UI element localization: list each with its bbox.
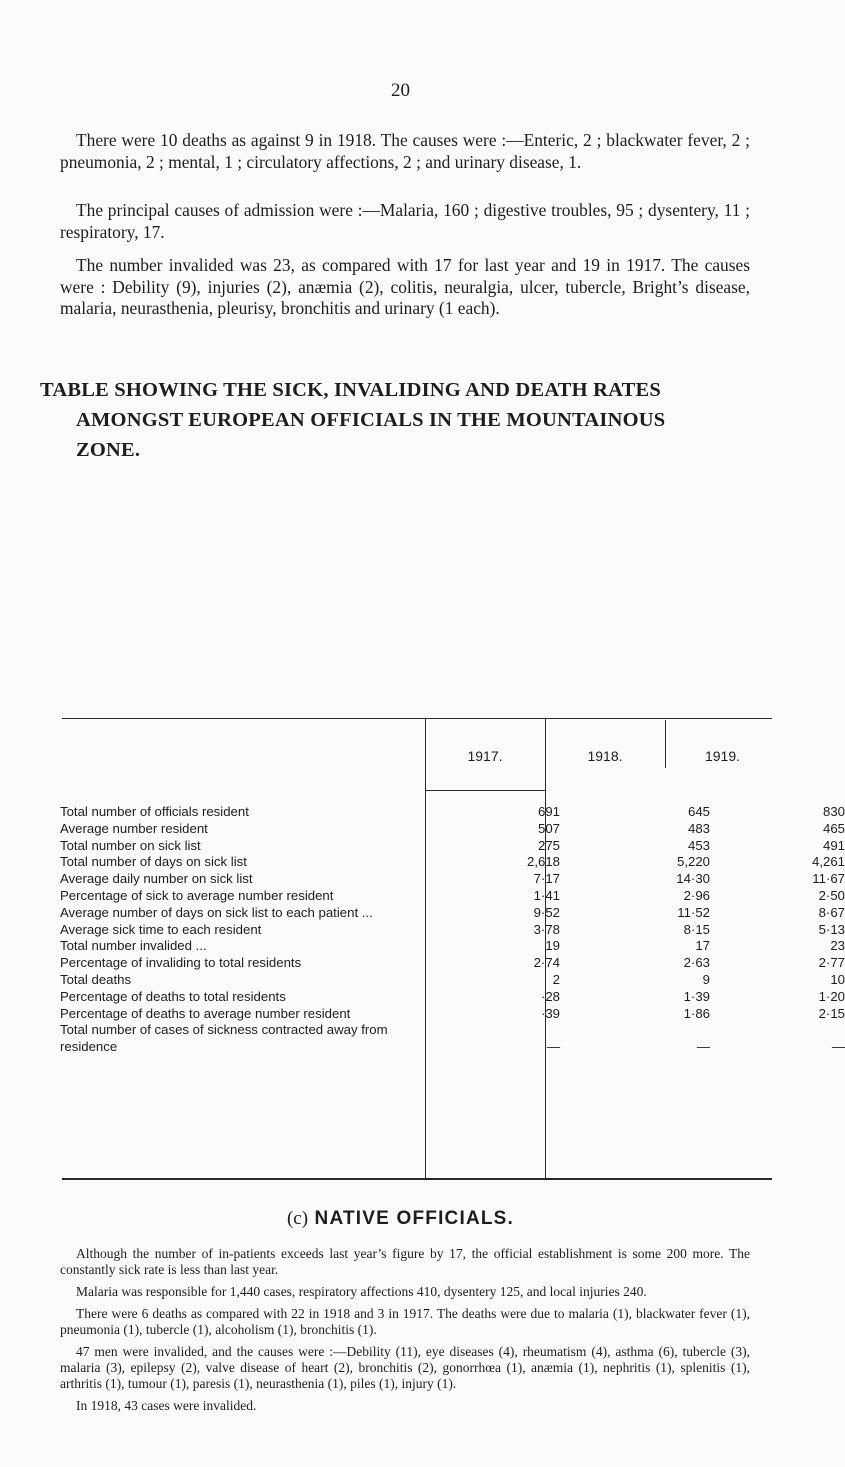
section-marker: (c) [286,1208,309,1229]
column-header-1917: 1917. [467,748,503,764]
row-label [60,821,490,836]
cell-1918: 5,220 [676,854,710,870]
row-label-text: Average daily number on sick list [60,871,257,886]
cell-1918: 11·52 [677,904,710,920]
table-row [60,837,845,855]
cell-1917: 19 [545,938,560,954]
row-label-text: Total number of officials resident [60,804,253,819]
row-label [60,804,490,819]
cell-1918: — [696,1039,710,1055]
table-row [60,888,845,905]
row-label [60,938,490,953]
section-heading [0,1208,801,1230]
row-label-text: Percentage of sick to average number resident [60,888,337,903]
cell-1919: 465 [822,820,845,836]
cell-1918: 8·15 [683,921,710,937]
row-label [60,905,490,920]
cell-1917: 1·41 [533,888,560,903]
paragraph-1918-invalided: In 1918, 43 cases were invalided. [76,1398,257,1413]
cell-1919: 23 [830,938,845,954]
cell-1918: 14·30 [676,871,710,887]
table-row [60,921,845,939]
row-label-text: Average sick time to each resident [60,922,265,937]
paragraph-in-patients: Although the number of in-patients exceeds last year’s figure by 17, the official establishment is some 200 more. The constantly sick rate is less than last year. [60,1246,750,1277]
row-label-text: Average number resident [60,821,212,836]
table-title-line-3: ZONE. [76,439,141,461]
table-row [60,988,845,1006]
paragraph-invalided: The number invalided was 23, as compared with 17 for last year and 19 in 1917. The causes were : Debility (9), injuries (2), anæmia (2), colitis, neuralgia, ulcer, tubercle, Bright’s disease, malaria, neurasthenia, pleurisy, bronchitis and urinary (1 each). [60,255,750,318]
row-label-text: Percentage of invaliding to total residents [60,955,305,970]
table-row [60,820,845,838]
cell-1919: 2·77 [818,955,845,971]
cell-1918: 2·63 [683,955,710,971]
table-row [60,972,845,989]
row-label-text: Percentage of deaths to average number resident [60,1006,354,1021]
cell-1918: 2·96 [683,888,710,903]
cell-1918: 1·86 [683,1005,710,1021]
cell-1919: 4,261 [811,854,845,870]
table-top-rule [62,718,772,719]
table-title-line-1: TABLE SHOWING THE SICK, INVALIDING AND DEATH RATES [40,379,661,401]
table-row [60,871,845,888]
paragraph-native-invalided: 47 men were invalided, and the causes were :—Debility (11), eye diseases (4), rheumatism (4), asthma (6), tubercle (3), malaria (3), epilepsy (2), valve disease of heart (2), bronchitis (2), gonorrhœa (1), anæmia (1), nephritis (1), splenitis (1), arthritis (1), tumour (1), paresis (1), neurasthenia (1), piles (1), injury (1). [60,1344,750,1391]
section-heading-text: NATIVE OFFICIALS. [314,1208,515,1229]
paragraph-deaths: There were 10 deaths as against 9 in 1918. The causes were :—Enteric, 2 ; blackwater fever, 2 ; pneumonia, 2 ; mental, 1 ; circulatory affections, 2 ; and urinary disease, 1. [60,130,750,172]
cell-1917: ·28 [540,988,560,1004]
cell-1917: ·39 [540,1005,560,1021]
row-label-text: Total number on sick list [60,838,205,853]
cell-1918: 453 [687,837,710,853]
table-row [60,955,845,972]
table-row [60,938,845,955]
page-number: 20 [391,80,410,101]
paragraph-admission-causes: The principal causes of admission were :—Malaria, 160 ; digestive troubles, 95 ; dysentery, 11 ; respiratory, 17. [60,200,750,242]
row-label [60,871,490,886]
cell-1918: 17 [695,938,710,954]
row-label-text: Total number invalided ... [60,938,211,953]
table-bottom-rule [62,1178,772,1180]
cell-1917: 3·78 [533,921,560,937]
cell-1919: 8·67 [818,904,845,920]
row-label [60,854,490,869]
cell-1919: 10 [830,972,845,987]
column-header-1918: 1918. [587,748,623,764]
cell-1919: — [831,1039,845,1055]
row-label [60,922,490,937]
row-label [60,989,490,1004]
row-label-text: residence [60,1039,121,1054]
table-row [60,1039,845,1056]
row-label-text: Total number of days on sick list [60,854,251,869]
cell-1919: 11·67 [812,871,845,887]
cell-1917: 7·17 [533,871,560,887]
cell-1919: 1·20 [818,988,845,1004]
table-row [60,904,845,922]
row-label [60,1006,490,1021]
row-label-text: Total number of cases of sickness contracted away from [60,1022,392,1037]
cell-1919: 5·13 [818,921,845,937]
cell-1918: 483 [687,820,710,836]
table-title [40,375,770,465]
cell-1917: 507 [537,820,560,836]
row-label [60,888,490,903]
row-label [60,1039,490,1054]
cell-1918: 1·39 [683,988,710,1004]
row-label [60,838,490,853]
cell-1919: 491 [822,837,845,853]
cell-1917: 2 [552,972,560,987]
cell-1919: 830 [822,804,845,819]
cell-1917: 691 [537,804,560,819]
cell-1917: — [546,1039,560,1055]
row-label [60,972,490,987]
row-label-text: Percentage of deaths to total residents [60,989,290,1004]
table-row [60,854,845,871]
cell-1918: 645 [687,804,710,819]
paragraph-malaria: Malaria was responsible for 1,440 cases, respiratory affections 410, dysentery 125, and local injuries 240. [76,1284,647,1299]
cell-1919: 2·50 [818,888,845,903]
table-header-rule [425,790,545,791]
row-label-text: Total deaths [60,972,135,987]
table-row [60,1022,750,1039]
table-row [60,804,845,821]
cell-1917: 2,618 [526,854,560,870]
row-label [60,955,490,970]
cell-1917: 9·52 [533,904,560,920]
cell-1917: 275 [537,837,560,853]
cell-1917: 2·74 [533,955,560,971]
cell-1918: 9 [702,972,710,987]
cell-1919: 2·15 [818,1005,845,1021]
table-title-line-2: AMONGST EUROPEAN OFFICIALS IN THE MOUNTAINOUS [76,409,666,431]
column-header-1919: 1919. [704,748,741,764]
row-label-text: Average number of days on sick list to each patient ... [60,905,377,920]
paragraph-native-deaths: There were 6 deaths as compared with 22 in 1918 and 3 in 1917. The deaths were due to malaria (1), blackwater fever (1), pneumonia (1), tubercle (1), alcoholism (1), bronchitis (1). [60,1306,750,1337]
table-row [60,1005,845,1023]
row-label [60,1022,490,1037]
